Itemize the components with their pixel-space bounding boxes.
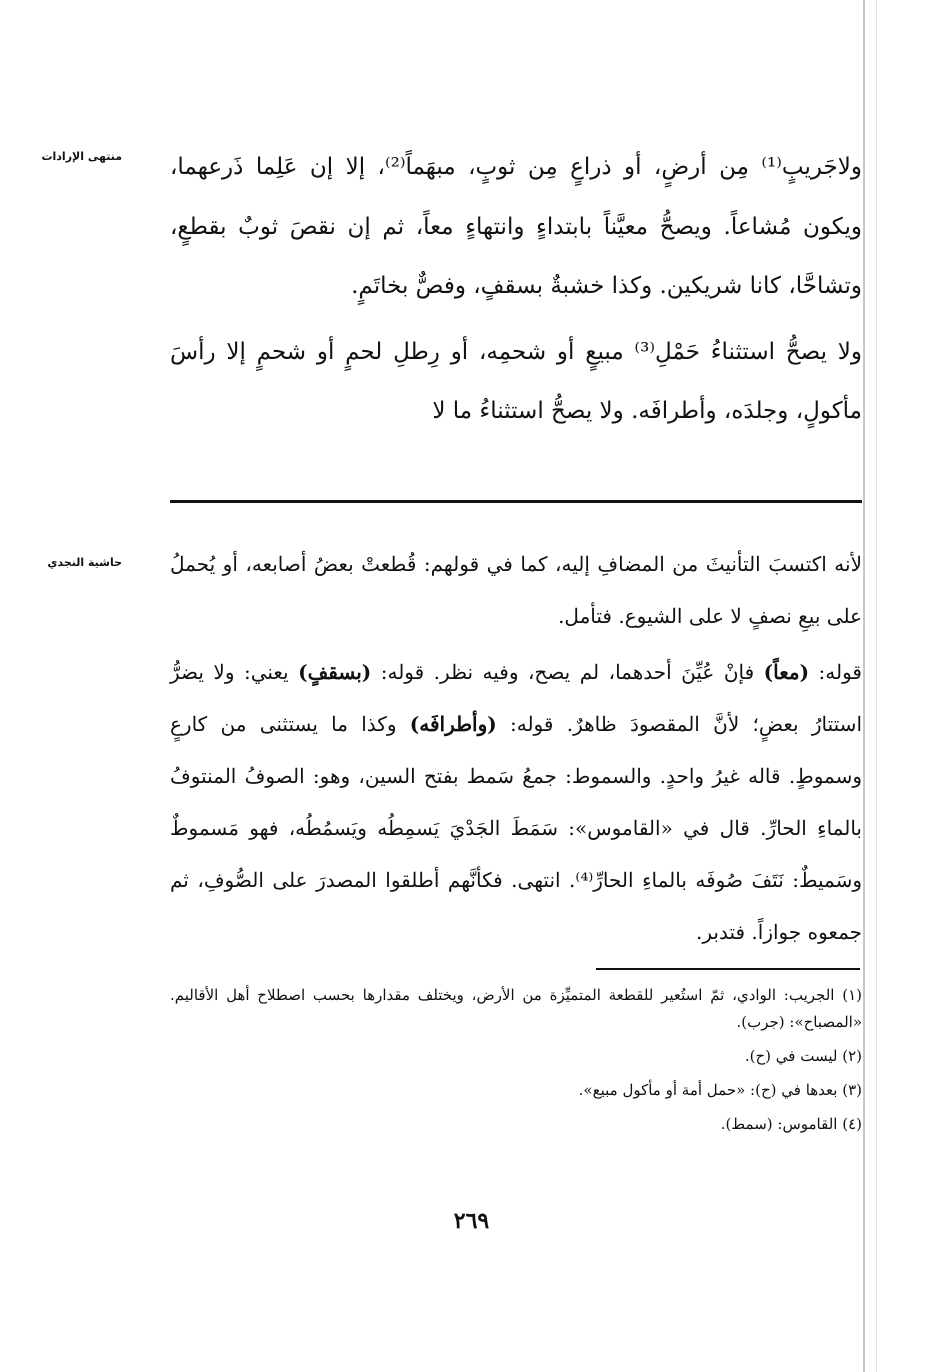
side-label-hashiya: حاشية النجدي: [47, 556, 122, 569]
footnote-2: (٢) ليست في (ح).: [744, 1047, 862, 1065]
main-paragraph-1: ولاجَريبٍ⁽¹⁾ مِن أرضٍ، أو ذراعٍ مِن ثوبٍ، مبهَماً⁽²⁾، إلا إن عَلِما ذَرعهما، ويكون مُشاعاً. ويصحُّ معيَّناً بابتداءٍ وانتهاءٍ معاً، ثم إن نقصَ ثوبٌ بقطعٍ، وتشاحَّا، كانا شريكين. وكذا خشبةٌ بسقفٍ، وفصٌّ بخاتَمٍ.: [170, 154, 862, 299]
page-scan-edge: [863, 0, 865, 1372]
main-paragraph-2: ولا يصحُّ استثناءُ حَمْلِ⁽³⁾ مبيعٍ أو شحمِه، أو رِطلِ لحمٍ أو شحمٍ إلا رأسَ مأكولٍ، وجلدَه، وأطرافَه. ولا يصحُّ استثناءُ ما لا: [170, 338, 862, 424]
main-text: [170, 138, 862, 442]
hashiya-keyword: (بسقفٍ): [298, 660, 372, 684]
footnotes: [170, 982, 862, 1145]
hashiya-paragraph-1: لأنه اكتسبَ التأنيثَ من المضافِ إليه، كما في قولهم: قُطعتْ بعضُ أصابعه، أو يُحملُ على بيعِ نصفٍ لا على الشيوع. فتأمل.: [170, 552, 862, 628]
footnote-4: (٤) القاموس: (سمط).: [720, 1115, 862, 1133]
hashiya-keyword: (وأطرافَه): [409, 712, 497, 736]
hashiya-text-segment: قوله:: [809, 660, 862, 684]
hashiya-paragraph-2: [170, 646, 862, 958]
hashiya-text: [170, 538, 862, 958]
footnote-divider: [596, 968, 860, 970]
hashiya-text-segment: وكذا ما يستثنى من كارعٍ وسموطٍ. قاله غيرُ واحدٍ. والسموط: جمعُ سَمط بفتح السين، وهو: الصوفُ المنتوفُ بالماءِ الحارِّ. قال في «القاموس»: سَمَطَ الجَدْيَ يَسمِطُه ويَسمُطُه، فهو مَسموطٌ وسَميطٌ: نَتَفَ صُوفَه بالماءِ الحارِّ⁽⁴⁾. انتهى. فكأنَّهم أطلقوا المصدرَ على الصُّوفِ، ثم جمعوه جوازاً. فتدبر.: [170, 712, 862, 944]
footnote-1: (١) الجريب: الوادي، ثمّ استُعير للقطعة المتميِّزة من الأرض، ويختلف مقدارها بحسب اصطلاح أهل الأقاليم. «المصباح»: (جرب).: [170, 986, 862, 1031]
hashiya-keyword: (معاً): [763, 660, 810, 684]
page-number: ٢٦٩: [453, 1208, 490, 1234]
main-text-divider: [170, 500, 862, 503]
side-label-main: منتهى الإرادات: [41, 150, 122, 163]
hashiya-text-segment: فإنْ عُيِّنَ أحدهما، لم يصح، وفيه نظر. قوله:: [371, 660, 764, 684]
page-scan-edge-inner: [876, 0, 877, 1372]
footnote-3: (٣) بعدها في (ح): «حمل أمة أو مأكول مبيع».: [578, 1081, 862, 1099]
hashiya-text-segment: يعني: ولا يضرُّ استتارُ بعضٍ؛ لأنَّ المقصودَ ظاهرٌ. قوله:: [170, 660, 862, 736]
